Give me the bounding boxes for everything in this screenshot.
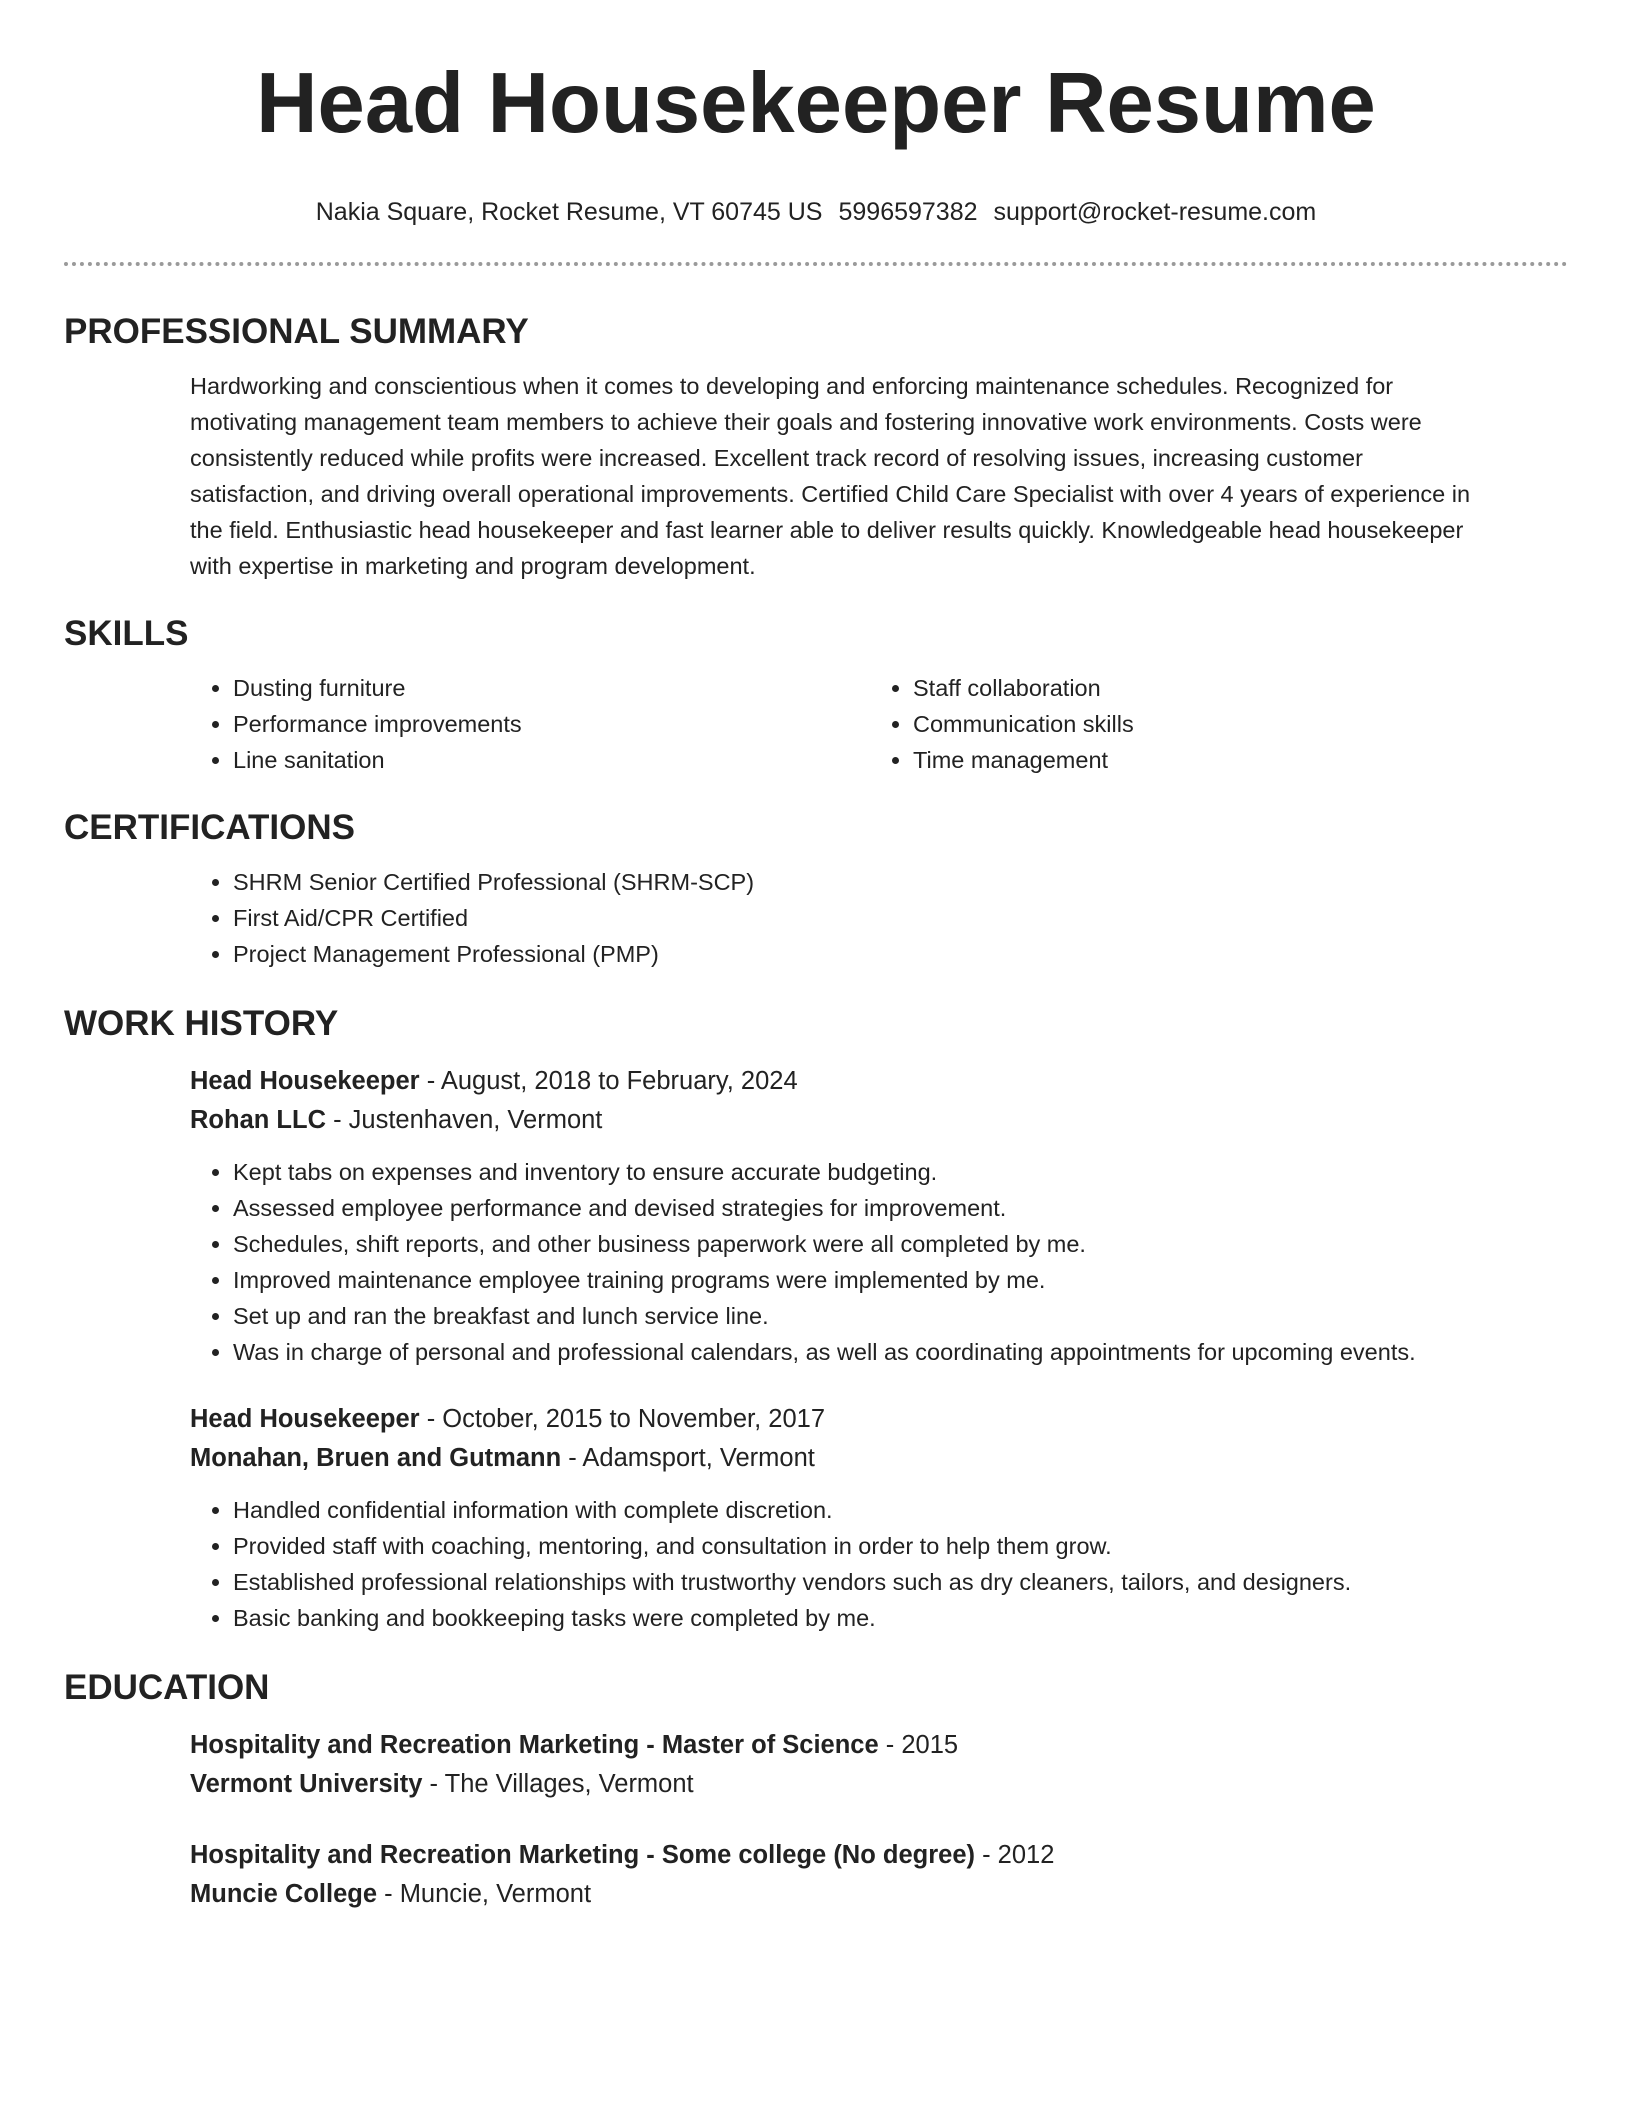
contact-phone: 5996597382 [838,198,978,226]
education-school-line [190,1875,1568,1914]
summary-line: motivating management team members to achieve their goals and fostering innovative work environments. Costs were [190,409,1422,435]
skills-column-right [870,670,1550,778]
job-title-line [190,1062,1568,1101]
job-company-line [190,1439,1568,1478]
job-bullet: • Schedules, shift reports, and other business paperwork were all completed by me. [233,1226,1568,1262]
education-location: - The Villages, Vermont [422,1770,694,1798]
certification-item: • Project Management Professional (PMP) [233,936,1568,972]
skill-item: • Dusting furniture [233,670,870,706]
header-divider [64,262,1568,266]
contact-email: support@rocket-resume.com [993,198,1317,226]
education-degree-line [190,1726,1568,1765]
education-entry [190,1836,1568,1914]
job-bullet: • Assessed employee performance and devised strategies for improvement. [233,1190,1568,1226]
job-bullet: • Was in charge of personal and professional calendars, as well as coordinating appointments for upcoming events. [233,1334,1568,1370]
job-title: Head Housekeeper [190,1067,420,1095]
education-school: Muncie College [190,1880,378,1908]
job-entry [190,1062,1568,1370]
job-company-line [190,1101,1568,1140]
job-bullet: • Set up and ran the breakfast and lunch service line. [233,1298,1568,1334]
summary-line: satisfaction, and driving overall operational improvements. Certified Child Care Specialist with over 4 years of experience in [190,481,1471,507]
education-degree: Hospitality and Recreation Marketing - Master of Science [190,1731,879,1759]
job-company: Rohan LLC [190,1106,326,1134]
summary-heading: PROFESSIONAL SUMMARY [64,312,529,351]
skills-list [190,670,1568,778]
certifications-heading: CERTIFICATIONS [64,808,356,847]
summary-line: with expertise in marketing and program development. [190,553,756,579]
job-dates: - August, 2018 to February, 2024 [419,1067,798,1095]
education-year: - 2015 [878,1731,959,1759]
skill-item: • Line sanitation [233,742,870,778]
job-title: Head Housekeeper [190,1405,420,1433]
education-location: - Muncie, Vermont [377,1880,592,1908]
job-dates: - October, 2015 to November, 2017 [419,1405,826,1433]
job-title-line [190,1400,1568,1439]
summary-line: consistently reduced while profits were increased. Excellent track record of resolving issues, increasing customer [190,445,1363,471]
skill-item: • Time management [913,742,1550,778]
contact-address: Nakia Square, Rocket Resume, VT 60745 US [315,198,823,226]
job-entry [190,1400,1568,1636]
job-location: - Justenhaven, Vermont [325,1106,603,1134]
job-bullet: • Improved maintenance employee training programs were implemented by me. [233,1262,1568,1298]
skills-heading: SKILLS [64,614,189,653]
contact-line [64,196,1568,228]
resume-title: Head Housekeeper Resume [256,56,1376,151]
education-heading: EDUCATION [64,1668,270,1707]
education-degree: Hospitality and Recreation Marketing - Some college (No degree) [190,1841,975,1869]
job-bullet: • Provided staff with coaching, mentoring, and consultation in order to help them grow. [233,1528,1568,1564]
summary-text [190,368,1568,584]
job-location: - Adamsport, Vermont [561,1444,815,1472]
education-school: Vermont University [190,1770,423,1798]
skill-item: • Performance improvements [233,706,870,742]
certifications-list [190,864,1568,972]
work-history-heading: WORK HISTORY [64,1004,339,1043]
summary-line: the field. Enthusiastic head housekeeper and fast learner able to deliver results quickly. Knowledgeable head housekeeper [190,517,1464,543]
education-school-line [190,1765,1568,1804]
job-bullet: • Handled confidential information with complete discretion. [233,1492,1568,1528]
education-degree-line [190,1836,1568,1875]
education-entry [190,1726,1568,1804]
job-company: Monahan, Bruen and Gutmann [190,1444,562,1472]
job-bullet: • Established professional relationships with trustworthy vendors such as dry cleaners, tailors, and designers. [233,1564,1568,1600]
summary-line: Hardworking and conscientious when it comes to developing and enforcing maintenance schedules. Recognized for [190,373,1394,399]
skills-column-left [190,670,870,778]
skill-item: • Staff collaboration [913,670,1550,706]
certification-item: • First Aid/CPR Certified [233,900,1568,936]
education-year: - 2012 [975,1841,1055,1869]
certification-item: • SHRM Senior Certified Professional (SHRM-SCP) [233,864,1568,900]
job-bullet: • Kept tabs on expenses and inventory to ensure accurate budgeting. [233,1154,1568,1190]
skill-item: • Communication skills [913,706,1550,742]
job-bullet: • Basic banking and bookkeeping tasks were completed by me. [233,1600,1568,1636]
